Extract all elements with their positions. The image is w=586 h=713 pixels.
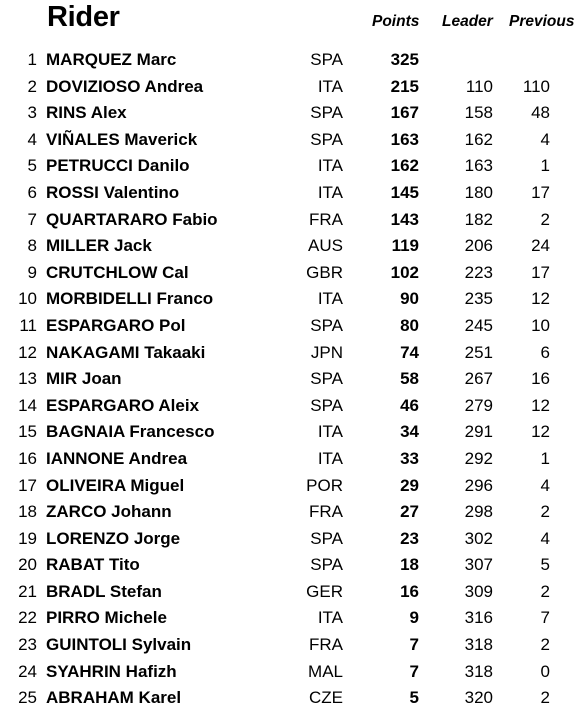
position-cell: 4 [27,129,37,149]
gap-to-leader-cell: 316 [464,608,493,628]
points-cell: 29 [400,475,419,495]
position-cell: 3 [27,103,37,123]
position-cell: 19 [18,528,37,548]
gap-to-leader-cell: 162 [464,129,493,149]
points-cell: 7 [409,661,419,681]
gap-to-previous-cell: 12 [531,289,550,309]
gap-to-previous-cell: 1 [540,448,550,468]
gap-to-previous-cell: 17 [531,262,550,282]
gap-to-previous-cell: 0 [540,661,550,681]
table-row [0,339,586,366]
nation-cell: GER [306,581,343,601]
nation-cell: SPA [310,528,343,548]
table-row [0,152,586,179]
table-row [0,126,586,153]
gap-to-leader-cell: 318 [464,635,493,655]
rider-name-cell: PIRRO Michele [46,608,167,628]
gap-to-leader-cell: 292 [464,448,493,468]
position-cell: 11 [19,315,37,335]
gap-to-previous-cell: 5 [540,555,550,575]
nation-cell: ITA [317,182,343,202]
gap-to-leader-cell: 206 [464,236,493,256]
table-row [0,525,586,552]
position-cell: 9 [27,262,37,282]
position-cell: 24 [18,661,37,681]
table-row [0,285,586,312]
points-column-header: Points [372,13,420,30]
gap-to-leader-cell: 223 [464,262,493,282]
points-cell: 7 [409,635,419,655]
table-row [0,684,586,711]
table-row [0,604,586,631]
gap-to-previous-cell: 2 [540,688,550,708]
gap-to-leader-cell: 318 [464,661,493,681]
rider-name-cell: QUARTARARO Fabio [46,209,218,229]
gap-to-previous-cell: 110 [522,76,550,96]
nation-cell: AUS [308,236,343,256]
table-row [0,73,586,100]
gap-to-previous-cell: 12 [531,395,550,415]
gap-to-leader-cell: 307 [464,555,493,575]
rider-name-cell: MILLER Jack [46,236,152,256]
rider-name-cell: RINS Alex [46,103,127,123]
nation-cell: ITA [317,608,343,628]
position-cell: 15 [18,422,37,442]
gap-to-leader-cell: 251 [464,342,493,362]
table-row [0,445,586,472]
gap-to-previous-cell: 24 [531,236,550,256]
gap-to-previous-cell: 48 [531,103,550,123]
position-cell: 5 [27,156,37,176]
rider-name-cell: ABRAHAM Karel [46,688,182,708]
nation-cell: ITA [317,289,343,309]
nation-cell: FRA [309,635,343,655]
nation-cell: FRA [309,502,343,522]
rider-name-cell: BRADL Stefan [46,581,162,601]
rider-name-cell: OLIVEIRA Miguel [46,475,185,495]
position-cell: 7 [27,209,37,229]
position-cell: 1 [27,50,37,69]
nation-cell: ITA [317,448,343,468]
rider-name-cell: IANNONE Andrea [46,448,188,468]
nation-cell: SPA [310,555,343,575]
rider-name-cell: ZARCO Johann [46,502,172,522]
rider-name-cell: CRUTCHLOW Cal [46,262,189,282]
table-row [0,631,586,658]
gap-to-previous-cell: 12 [531,422,550,442]
rider-name-cell: BAGNAIA Francesco [46,422,215,442]
nation-cell: ITA [317,156,343,176]
points-cell: 18 [400,555,419,575]
gap-to-leader-cell: 279 [464,395,493,415]
rider-name-cell: MORBIDELLI Franco [46,289,214,309]
table-row [0,312,586,339]
nation-cell: MAL [308,661,343,681]
position-cell: 14 [18,395,37,415]
position-cell: 18 [18,502,37,522]
rider-name-cell: ESPARGARO Pol [46,315,186,335]
rider-name-cell: RABAT Tito [46,555,140,575]
rider-name-cell: NAKAGAMI Takaaki [46,342,206,362]
rider-name-cell: LORENZO Jorge [46,528,181,548]
rider-column-title: Rider [47,1,120,33]
points-cell: 23 [400,528,419,548]
nation-cell: POR [306,475,343,495]
rider-name-cell: GUINTOLI Sylvain [46,635,192,655]
gap-to-leader-cell: 235 [464,289,493,309]
nation-cell: SPA [310,103,343,123]
position-cell: 17 [18,475,37,495]
points-cell: 80 [400,315,419,335]
gap-to-leader-cell: 320 [464,688,493,708]
nation-cell: GBR [306,262,343,282]
points-cell: 16 [400,581,419,601]
gap-to-previous-cell: 7 [540,608,550,628]
gap-to-leader-cell: 298 [464,502,493,522]
position-cell: 2 [27,76,37,96]
points-cell: 215 [390,76,419,96]
table-row [0,365,586,392]
nation-cell: ITA [317,422,343,442]
nation-cell: CZE [309,688,343,708]
gap-to-leader-cell: 110 [465,76,493,96]
points-cell: 90 [400,289,419,309]
position-cell: 20 [18,555,37,575]
position-cell: 8 [27,236,37,256]
nation-cell: JPN [310,342,343,362]
rider-name-cell: VIÑALES Maverick [46,129,198,149]
table-row [0,498,586,525]
points-cell: 74 [400,342,419,362]
position-cell: 23 [18,635,37,655]
nation-cell: ITA [317,76,343,96]
points-cell: 9 [409,608,419,628]
table-row [0,99,586,126]
table-row [0,551,586,578]
gap-to-previous-cell: 10 [531,315,550,335]
table-row [0,179,586,206]
position-cell: 13 [18,369,37,389]
nation-cell: SPA [310,129,343,149]
table-row [0,658,586,685]
nation-cell: SPA [310,395,343,415]
previous-column-header: Previous [509,13,575,30]
table-row [0,206,586,233]
rider-name-cell: SYAHRIN Hafizh [46,661,177,681]
rider-name-cell: MARQUEZ Marc [46,50,177,69]
rider-name-cell: MIR Joan [46,369,122,389]
position-cell: 12 [18,342,37,362]
position-cell: 10 [18,289,37,309]
points-cell: 143 [390,209,419,229]
gap-to-previous-cell: 2 [540,209,550,229]
gap-to-leader-cell: 245 [464,315,493,335]
gap-to-previous-cell: 17 [531,182,550,202]
nation-cell: SPA [310,369,343,389]
table-row [0,392,586,419]
gap-to-previous-cell: 16 [531,369,550,389]
gap-to-previous-cell: 4 [540,475,550,495]
points-cell: 162 [390,156,419,176]
table-row [0,418,586,445]
gap-to-leader-cell: 180 [464,182,493,202]
points-cell: 34 [400,422,419,442]
nation-cell: SPA [310,315,343,335]
table-row [0,472,586,499]
points-cell: 119 [391,236,419,256]
gap-to-previous-cell: 2 [540,635,550,655]
gap-to-leader-cell: 158 [464,103,493,123]
gap-to-previous-cell: 4 [540,129,550,149]
gap-to-leader-cell: 163 [464,156,493,176]
points-cell: 145 [390,182,419,202]
table-row [0,578,586,605]
position-cell: 16 [18,448,37,468]
table-row [0,232,586,259]
position-cell: 21 [18,581,37,601]
points-cell: 102 [390,262,419,282]
gap-to-previous-cell: 2 [540,581,550,601]
points-cell: 325 [390,50,419,69]
gap-to-leader-cell: 296 [464,475,493,495]
points-cell: 5 [409,688,419,708]
gap-to-leader-cell: 267 [464,369,493,389]
position-cell: 22 [18,608,37,628]
points-cell: 58 [400,369,419,389]
gap-to-previous-cell: 4 [540,528,550,548]
table-row [0,259,586,286]
gap-to-leader-cell: 309 [464,581,493,601]
standings-header [0,0,586,44]
points-cell: 167 [390,103,419,123]
points-cell: 46 [400,395,419,415]
gap-to-previous-cell: 1 [540,156,550,176]
gap-to-leader-cell: 182 [464,209,493,229]
points-cell: 33 [400,448,419,468]
nation-cell: SPA [310,50,343,69]
points-cell: 163 [390,129,419,149]
standings-table [0,46,586,711]
nation-cell: FRA [309,209,343,229]
gap-to-leader-cell: 302 [464,528,493,548]
rider-name-cell: ESPARGARO Aleix [46,395,200,415]
leader-column-header: Leader [442,13,493,30]
gap-to-previous-cell: 6 [540,342,550,362]
gap-to-previous-cell: 2 [540,502,550,522]
points-cell: 27 [400,502,419,522]
rider-name-cell: DOVIZIOSO Andrea [46,76,204,96]
rider-name-cell: PETRUCCI Danilo [46,156,190,176]
rider-name-cell: ROSSI Valentino [46,182,180,202]
position-cell: 25 [18,688,37,708]
position-cell: 6 [27,182,37,202]
table-row [0,46,586,73]
gap-to-leader-cell: 291 [464,422,493,442]
